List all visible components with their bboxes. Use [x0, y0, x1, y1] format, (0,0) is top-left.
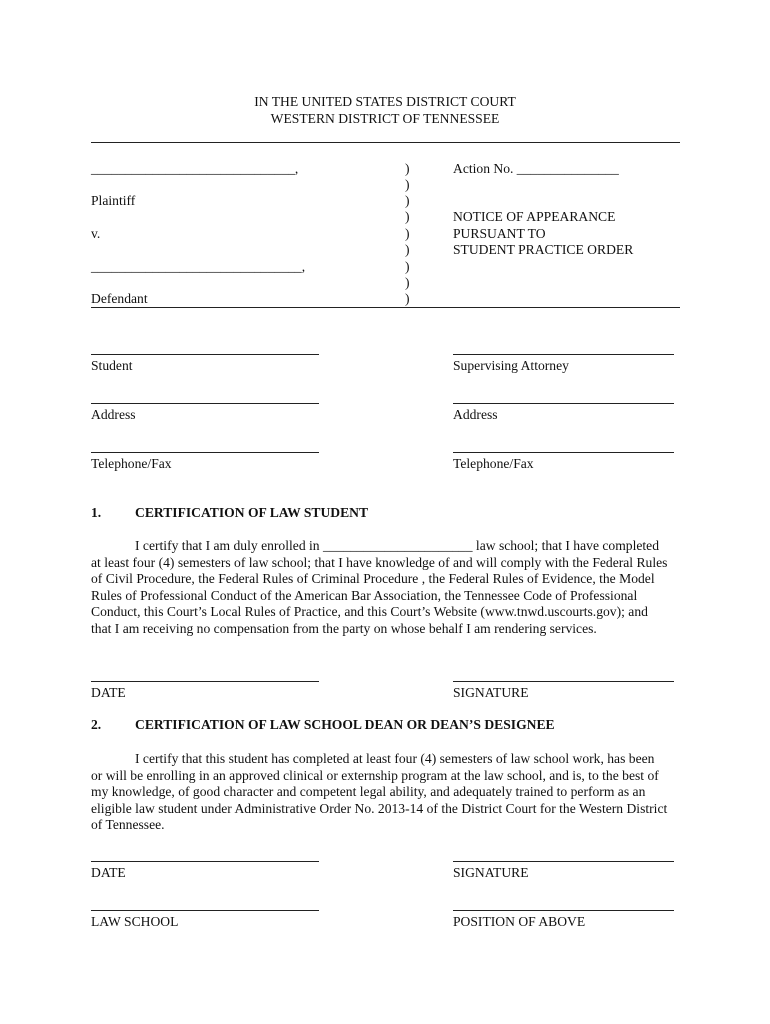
section2-date-label: DATE: [91, 865, 126, 880]
action-number[interactable]: Action No. _______________: [453, 161, 619, 176]
section2-line: eligible law student under Administrative Order No. 2013-14 of the District Court for the Western District: [91, 800, 668, 816]
section1-line: Conduct, this Court’s Local Rules of Practice, and this Court’s Website (www.tnwd.uscourts.gov); and: [91, 604, 648, 620]
section2-heading: CERTIFICATION OF LAW SCHOOL DEAN OR DEAN’S DESIGNEE: [135, 717, 555, 732]
section1-heading: CERTIFICATION OF LAW STUDENT: [135, 505, 369, 520]
student-address-line[interactable]: [91, 403, 319, 404]
defendant-blank[interactable]: _______________________________,: [91, 259, 306, 274]
supervising-attorney-label: Supervising Attorney: [453, 358, 569, 373]
court-district: WESTERN DISTRICT OF TENNESSEE: [270, 111, 500, 126]
student-label: Student: [91, 358, 133, 373]
versus-label: v.: [91, 226, 101, 241]
defendant-label: Defendant: [91, 291, 148, 306]
section1-line: Rules of Professional Conduct of the American Bar Association, the Tennessee Code of Professional: [91, 587, 638, 603]
caption-paren: ): [405, 209, 410, 224]
section2-date-line[interactable]: [91, 861, 319, 862]
section1-signature-label: SIGNATURE: [453, 685, 529, 700]
attorney-signature-line[interactable]: [453, 354, 674, 355]
caption-paren: ): [405, 291, 410, 306]
caption-paren: ): [405, 259, 410, 274]
section1-line: that I am receiving no compensation from the party on whose behalf I am rendering services.: [91, 621, 597, 636]
caption-paren: ): [405, 275, 410, 290]
law-school-label: LAW SCHOOL: [91, 914, 179, 929]
caption-bottom-rule-right: [410, 307, 680, 308]
section2-number: 2.: [91, 717, 102, 732]
attorney-phone-line[interactable]: [453, 452, 674, 453]
caption-paren: ): [405, 177, 410, 192]
section1-signature-line[interactable]: [453, 681, 674, 682]
court-name: IN THE UNITED STATES DISTRICT COURT: [254, 94, 516, 109]
law-school-line[interactable]: [91, 910, 319, 911]
section1-line: of Civil Procedure, the Federal Rules of Criminal Procedure , the Federal Rules of Evidence, the Model: [91, 571, 655, 587]
section2-line: I certify that this student has completed at least four (4) semesters of law school work, has been: [135, 751, 655, 766]
caption-bottom-rule-left: [91, 307, 410, 308]
plaintiff-blank[interactable]: ______________________________,: [91, 161, 299, 176]
attorney-address-line[interactable]: [453, 403, 674, 404]
section1-date-line[interactable]: [91, 681, 319, 682]
section1-line: I certify that I am duly enrolled in ______________________ law school; that I have completed: [135, 538, 659, 553]
section2-line: of Tennessee.: [91, 817, 165, 833]
caption-paren: ): [405, 242, 410, 257]
section2-signature-label: SIGNATURE: [453, 865, 529, 880]
caption-paren: ): [405, 226, 410, 241]
position-label: POSITION OF ABOVE: [453, 914, 586, 929]
attorney-phone-label: Telephone/Fax: [453, 456, 534, 471]
section1-line: at least four (4) semesters of law school; that I have knowledge of and will comply with the Federal Rules: [91, 554, 668, 570]
document-title-line: NOTICE OF APPEARANCE: [453, 209, 616, 224]
section1-number: 1.: [91, 505, 102, 520]
section2-line: my knowledge, of good character and competent legal ability, and adequately trained to perform as an: [91, 784, 646, 800]
caption-paren: ): [405, 193, 410, 208]
document-title-line: STUDENT PRACTICE ORDER: [453, 242, 634, 257]
student-phone-line[interactable]: [91, 452, 319, 453]
caption-paren: ): [405, 161, 410, 176]
document-title-line: PURSUANT TO: [453, 226, 546, 241]
student-address-label: Address: [91, 407, 136, 422]
plaintiff-label: Plaintiff: [91, 193, 136, 208]
attorney-address-label: Address: [453, 407, 498, 422]
section2-line: or will be enrolling in an approved clinical or externship program at the law school, and is, to the best of: [91, 767, 659, 783]
student-phone-label: Telephone/Fax: [91, 456, 172, 471]
header-divider: [91, 142, 680, 143]
student-signature-line[interactable]: [91, 354, 319, 355]
position-line[interactable]: [453, 910, 674, 911]
section1-date-label: DATE: [91, 685, 126, 700]
section2-signature-line[interactable]: [453, 861, 674, 862]
